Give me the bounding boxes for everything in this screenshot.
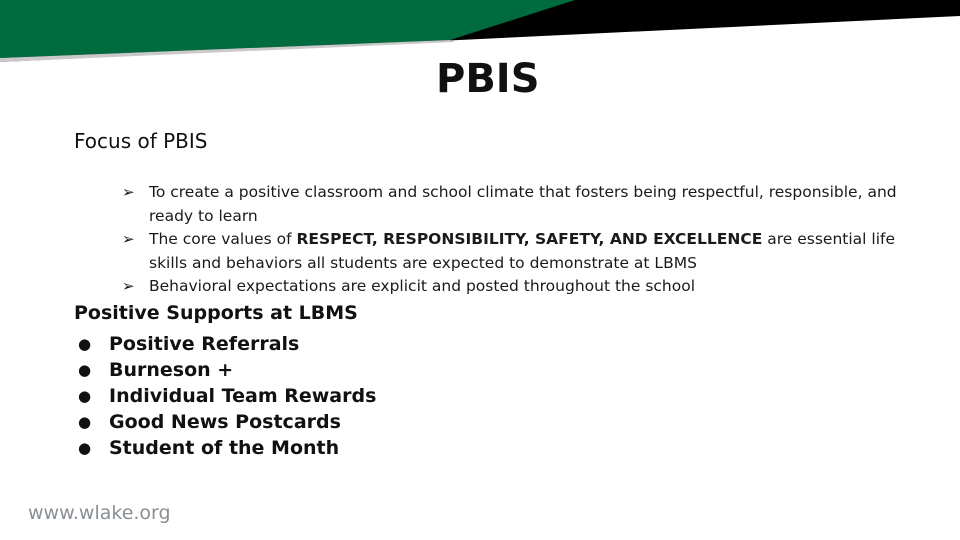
supports-list: [78, 331, 376, 461]
dot-icon: ●: [78, 361, 92, 379]
footer-url: www.wlake.org: [28, 502, 171, 524]
arrowhead-icon: ➢: [122, 183, 135, 201]
dot-icon: ●: [78, 387, 92, 405]
focus-list: [122, 181, 902, 299]
dot-icon: ●: [78, 335, 92, 353]
list-item: [78, 383, 376, 409]
focus-item-text: Behavioral expectations are explicit and posted throughout the school: [149, 277, 696, 295]
support-label: Good News Postcards: [109, 411, 341, 433]
support-label: Burneson +: [109, 359, 234, 381]
dot-icon: ●: [78, 413, 92, 431]
focus-item: [122, 181, 902, 228]
arrowhead-icon: ➢: [122, 277, 135, 295]
list-item: [78, 409, 376, 435]
focus-item: [122, 228, 902, 275]
support-label: Positive Referrals: [109, 333, 300, 355]
list-item: [78, 435, 376, 461]
focus-item: [122, 275, 902, 299]
list-item: [78, 331, 376, 357]
support-label: Student of the Month: [109, 437, 340, 459]
list-item: [78, 357, 376, 383]
slide-title: PBIS: [436, 56, 540, 102]
focus-heading: Focus of PBIS: [74, 129, 208, 153]
focus-item-text: The core values of RESPECT, RESPONSIBILITY, SAFETY, AND EXCELLENCE are essential life skills and behaviors all students are expected to demonstrate at LBMS: [149, 230, 896, 272]
support-label: Individual Team Rewards: [109, 385, 377, 407]
supports-heading: Positive Supports at LBMS: [74, 302, 358, 324]
dot-icon: ●: [78, 439, 92, 457]
arrowhead-icon: ➢: [122, 230, 135, 248]
focus-item-text: To create a positive classroom and school climate that fosters being respectful, responsible, and ready to learn: [149, 183, 897, 225]
